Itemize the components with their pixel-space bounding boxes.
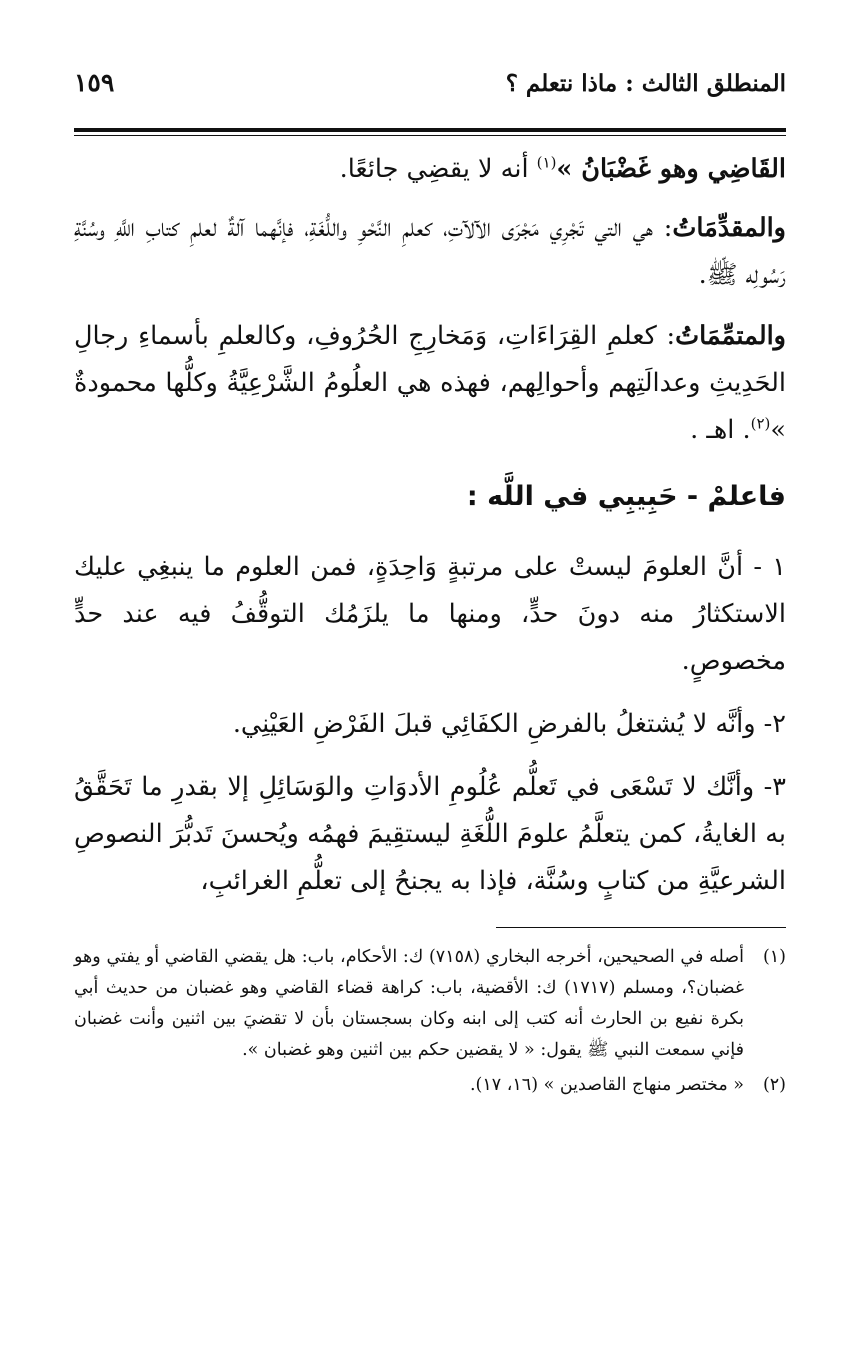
definition-mutammimat: : كعلمِ القِرَاءَاتِ، وَمَخارِجِ الحُرُوفِ، وكالعلمِ بأسماءِ رجالِ الحَدِيثِ وعدالَتِهم وأحوالِهم، فهذه هي العلُومُ الشَّرْعِيَّةُ وكلُّها محمودةٌ » xyxy=(74,321,786,445)
footnote-separator xyxy=(496,927,786,928)
running-header xyxy=(74,68,786,118)
list-item-3: ٣- وأنَّك لا تَسْعَى في تَعلُّم عُلُومِ الأدوَاتِ والوَسَائِلِ إلا بقدرِ ما تَحَقَّقُ به الغايةُ، كمن يتعلَّمُ علومَ اللُّغَةِ ليستقِيمَ فهمُه ويُحسنَ تَدبُّرَ النصوصِ الشرعيَّةِ من كتابٍ وسُنَّة، فإذا به يجنحُ إلى تعلُّمِ الغرائبِ، xyxy=(74,772,786,896)
paragraph-opening: القَاضِي وهو غَضْبَانُ » xyxy=(556,154,786,184)
chapter-title: المنطلق الثالث : ماذا نتعلم ؟ xyxy=(505,70,786,97)
term-mutammimat: والمتمِّمَاتُ xyxy=(675,321,786,351)
main-text xyxy=(74,146,786,905)
list-item-2: ٢- وأنَّه لا يُشتغلُ بالفرضِ الكفَائِي قبلَ الفَرْضِ العَيْنِي. xyxy=(232,709,786,739)
footnotes xyxy=(74,942,786,1101)
definition-muqaddimat: : هي التي تَجْرِي مَجْرَى الآلآتِ، كعلمِ النَّحْوِ واللُّغَةِ، فإنَّهما آلةٌ لعلمِ كتابِ اللَّهِ وسُنَّةِ رَسُولِه ﷺ. xyxy=(74,213,786,290)
header-rule-thick xyxy=(74,128,786,132)
footnote-2 xyxy=(74,1070,786,1101)
term-muqaddimat: والمقدِّمَاتُ xyxy=(672,213,786,243)
footnote-number: (٢) xyxy=(762,1075,786,1095)
paragraph-muqaddimat xyxy=(74,205,786,299)
footnote-ref-1[interactable]: (١) xyxy=(536,153,557,172)
footnote-text: « مختصر منهاج القاصدين » (١٦، ١٧). xyxy=(469,1075,744,1095)
book-page xyxy=(74,68,786,1105)
footnote-number: (١) xyxy=(762,947,786,967)
footnote-1 xyxy=(74,942,786,1066)
quote-end: . اهـ . xyxy=(690,415,751,445)
footnote-text: أصله في الصحيحين، أخرجه البخاري (٧١٥٨) ك: الأحكام، باب: هل يقضي القاضي أو يفتي وهو غضبان؟، ومسلم (١٧١٧) ك: الأقضية، باب: كراهة قضاء القاضي وهو غضبان من حديث أبي بكرة نفيع بن الحارث أنه كتب إلى ابنه وكان بسجستان بأن لا تقضيَ بين اثنين وأنت غضبان فإني سمعت النبي ﷺ يقول: « لا يقضين حكم بين اثنين وهو غضبان ». xyxy=(74,947,745,1060)
paragraph-continuation xyxy=(74,146,786,193)
list-item-1: ١ - أنَّ العلومَ ليستْ على مرتبةٍ وَاحِدَةٍ، فمن العلوم ما ينبغِي عليك الاستكثارُ منه دونَ حدٍّ، ومنها ما يلزَمُك التوقُّفُ فيه عند حدٍّ مخصوصٍ. xyxy=(74,552,786,676)
paragraph-tail: أنه لا يقضِي جائعًا. xyxy=(339,154,537,184)
paragraph-mutammimat xyxy=(74,313,786,454)
header-rule-thin xyxy=(74,135,786,136)
footnote-ref-2[interactable]: (٢) xyxy=(750,414,771,433)
page-number: ١٥٩ xyxy=(74,68,115,97)
section-heading: فاعلمْ - حَبِيبِي في اللَّه : xyxy=(466,481,786,512)
